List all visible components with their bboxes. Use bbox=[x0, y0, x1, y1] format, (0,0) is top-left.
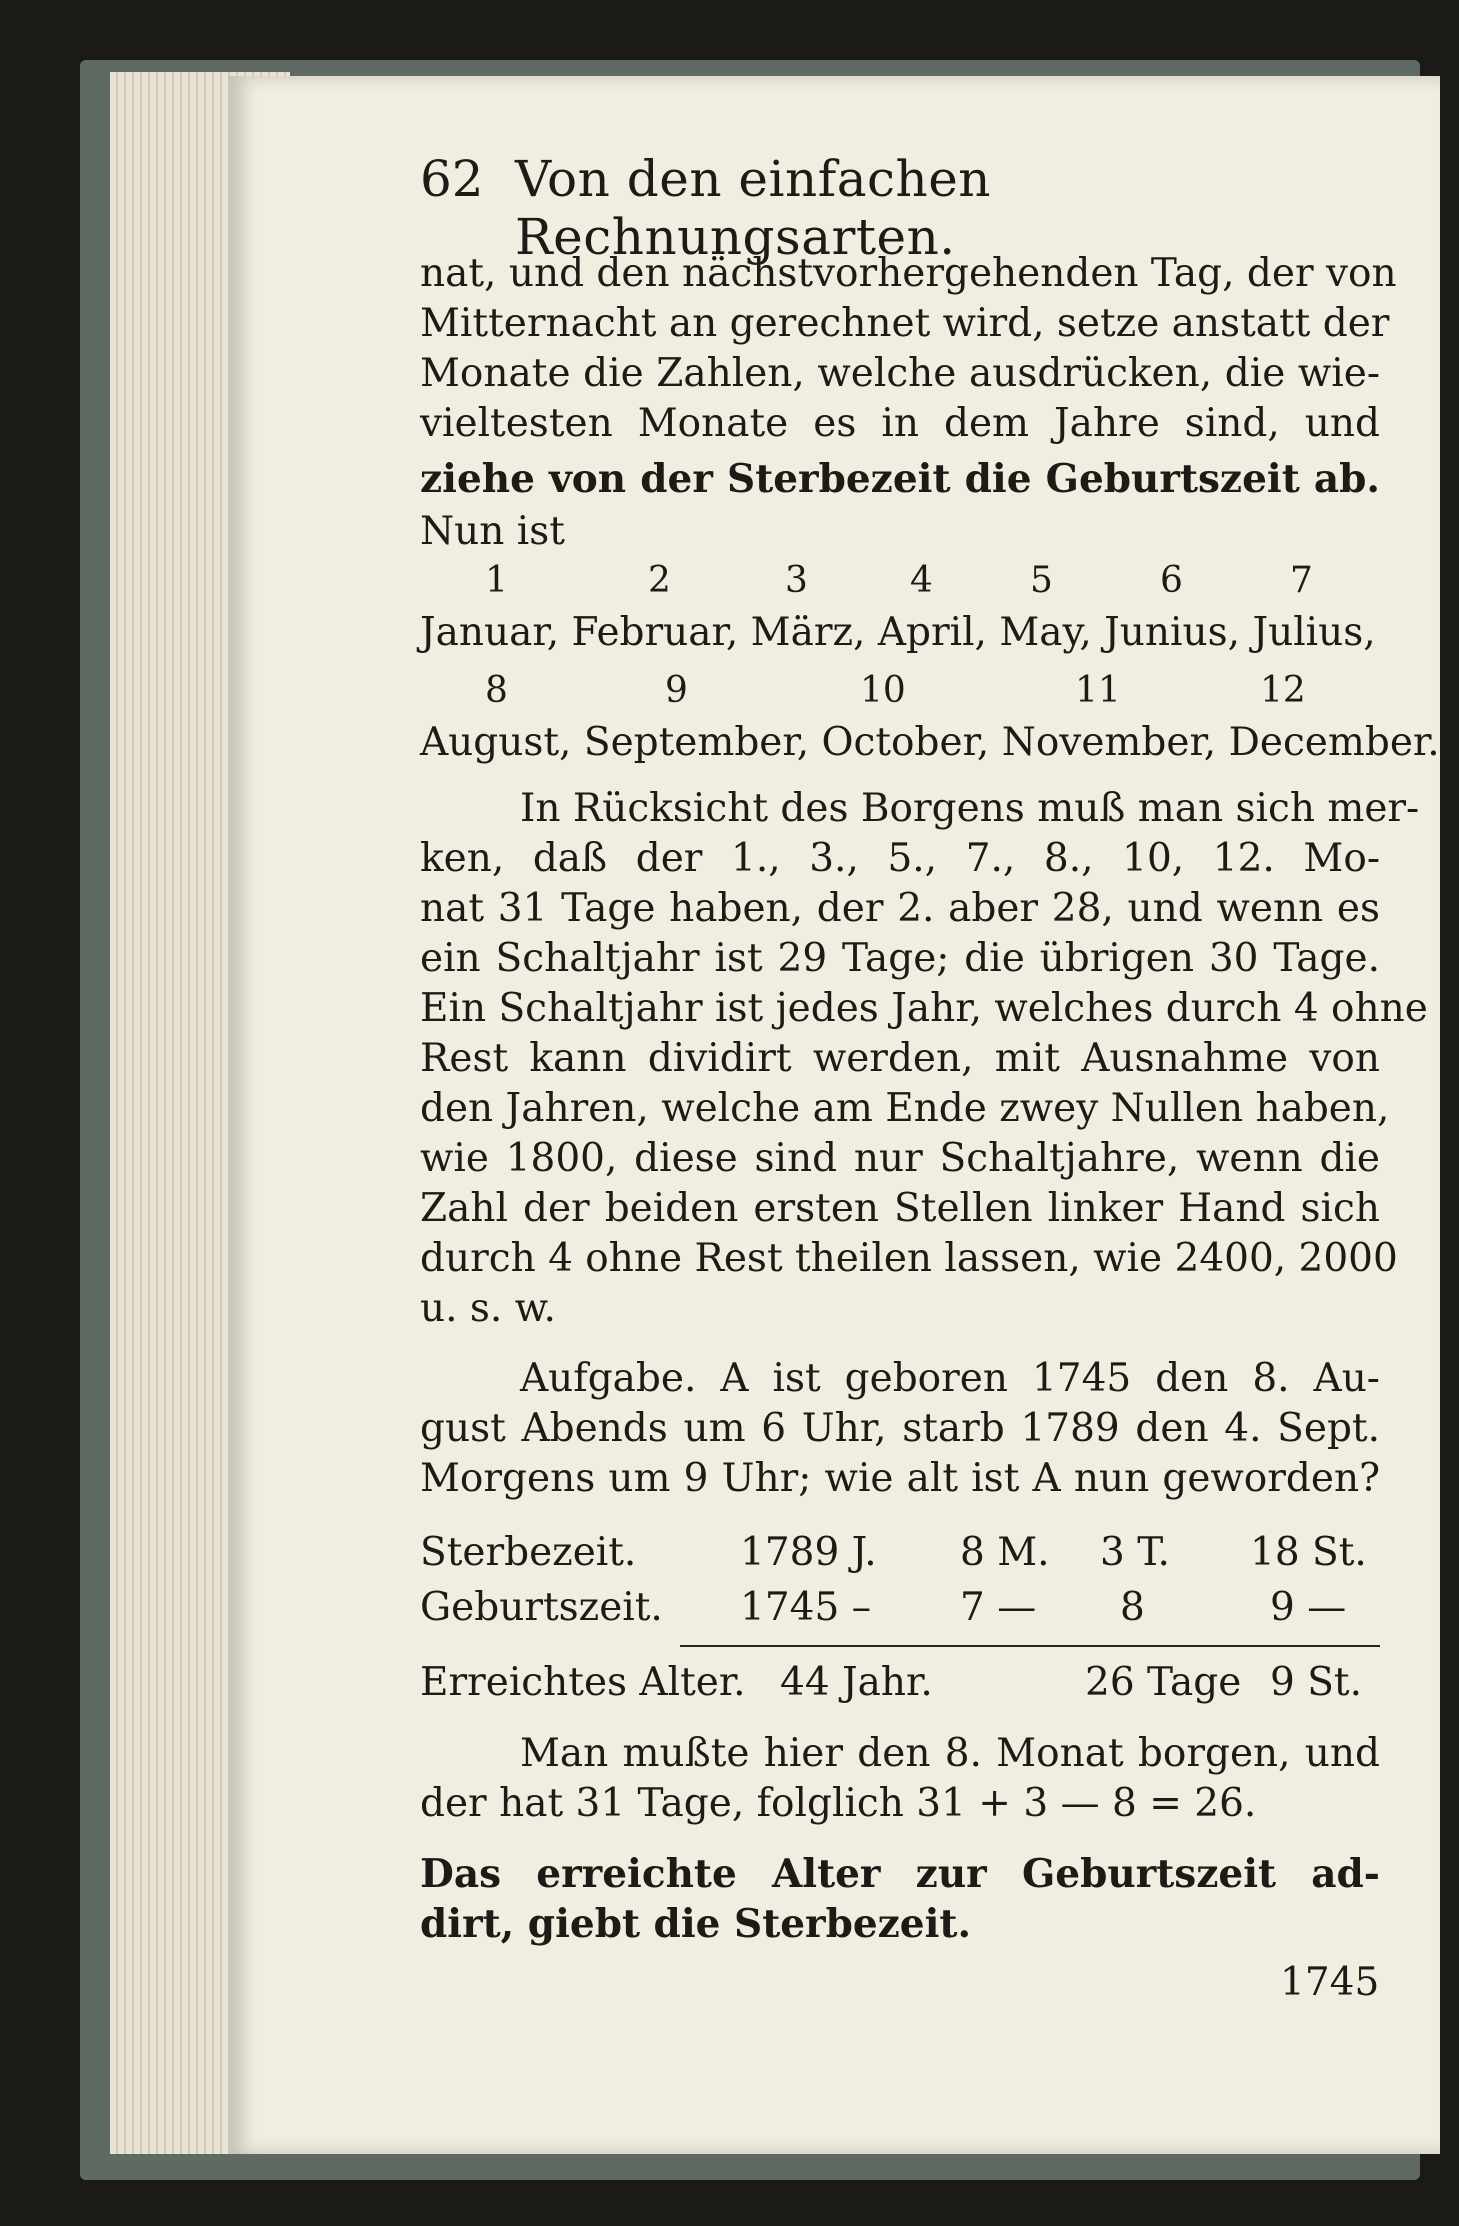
month-number: 11 bbox=[1075, 670, 1121, 711]
text-line: Man mußte hier den 8. Monat borgen, und bbox=[520, 1731, 1380, 1776]
text-line: wie 1800, diese sind nur Schaltjahre, wenn die bbox=[420, 1136, 1380, 1181]
text-line: Monate die Zahlen, welche ausdrücken, die wie- bbox=[420, 351, 1380, 396]
text-line: Rest kann dividirt werden, mit Ausnahme von bbox=[420, 1036, 1380, 1081]
month-number: 8 bbox=[485, 670, 508, 711]
emphasized-line: ziehe von der Sterbezeit die Geburtszeit ab. bbox=[420, 456, 1380, 502]
task-line: Morgens um 9 Uhr; wie alt ist A nun geworden? bbox=[420, 1456, 1380, 1501]
month-names-row: Januar, Februar, März, April, May, Junius, Julius, bbox=[420, 610, 1376, 655]
month-number: 3 bbox=[785, 560, 808, 601]
month-number: 10 bbox=[860, 670, 906, 711]
text-line: Ein Schaltjahr ist jedes Jahr, welches durch 4 ohne bbox=[420, 986, 1428, 1031]
sum-rule bbox=[680, 1645, 1380, 1647]
running-header bbox=[420, 150, 1380, 266]
text-line: vieltesten Monate es in dem Jahre sind, und bbox=[420, 401, 1380, 446]
text-line: Mitternacht an gerechnet wird, setze anstatt der bbox=[420, 301, 1390, 346]
calc-hour: 9 — bbox=[1270, 1585, 1347, 1630]
month-number: 9 bbox=[665, 670, 688, 711]
calc-day: 8 bbox=[1120, 1585, 1145, 1630]
catchword: 1745 bbox=[1280, 1960, 1380, 2005]
calc-label: Sterbezeit. bbox=[420, 1530, 637, 1575]
text-line: der hat 31 Tage, folglich 31 + 3 — 8 = 26. bbox=[420, 1781, 1257, 1826]
text-line: u. s. w. bbox=[420, 1286, 556, 1331]
text-line: durch 4 ohne Rest theilen lassen, wie 2400, 2000 bbox=[420, 1236, 1398, 1281]
page-number: 62 bbox=[420, 150, 484, 208]
month-number: 1 bbox=[485, 560, 508, 601]
month-names-row: August, September, October, November, December. bbox=[420, 720, 1440, 765]
text-line: den Jahren, welche am Ende zwey Nullen haben, bbox=[420, 1086, 1390, 1131]
text-line: Nun ist bbox=[420, 509, 565, 554]
text-line: nat 31 Tage haben, der 2. aber 28, und wenn es bbox=[420, 886, 1380, 931]
text-line: ein Schaltjahr ist 29 Tage; die übrigen 30 Tage. bbox=[420, 936, 1380, 981]
month-number: 12 bbox=[1260, 670, 1306, 711]
text-line: ken, daß der 1., 3., 5., 7., 8., 10, 12. Mo- bbox=[420, 836, 1380, 881]
text-line: In Rücksicht des Borgens muß man sich mer- bbox=[520, 786, 1420, 831]
running-title: Von den einfachen Rechnungsarten. bbox=[515, 150, 992, 266]
calc-year: 44 Jahr. bbox=[780, 1660, 933, 1705]
emphasized-line: dirt, giebt die Sterbezeit. bbox=[420, 1901, 972, 1947]
month-number: 5 bbox=[1030, 560, 1053, 601]
task-line: gust Abends um 6 Uhr, starb 1789 den 4. Sept. bbox=[420, 1406, 1380, 1451]
month-number: 4 bbox=[910, 560, 933, 601]
calc-day: 3 T. bbox=[1100, 1530, 1170, 1575]
month-number: 2 bbox=[648, 560, 671, 601]
text-line: Zahl der beiden ersten Stellen linker Hand sich bbox=[420, 1186, 1380, 1231]
calc-day: 26 Tage bbox=[1085, 1660, 1242, 1705]
emphasized-line: Das erreichte Alter zur Geburtszeit ad- bbox=[420, 1851, 1380, 1897]
calc-month: 7 — bbox=[960, 1585, 1037, 1630]
month-number: 7 bbox=[1290, 560, 1313, 601]
calc-label: Geburtszeit. bbox=[420, 1585, 663, 1630]
calc-year: 1789 J. bbox=[740, 1530, 877, 1575]
calc-hour: 9 St. bbox=[1270, 1660, 1362, 1705]
month-number: 6 bbox=[1160, 560, 1183, 601]
calc-month: 8 M. bbox=[960, 1530, 1050, 1575]
text-line: nat, und den nächstvorhergehenden Tag, der von bbox=[420, 251, 1397, 296]
calc-label: Erreichtes Alter. bbox=[420, 1660, 746, 1705]
calc-hour: 18 St. bbox=[1250, 1530, 1367, 1575]
calc-year: 1745 – bbox=[740, 1585, 872, 1630]
task-line: Aufgabe. A ist geboren 1745 den 8. Au- bbox=[520, 1356, 1380, 1401]
